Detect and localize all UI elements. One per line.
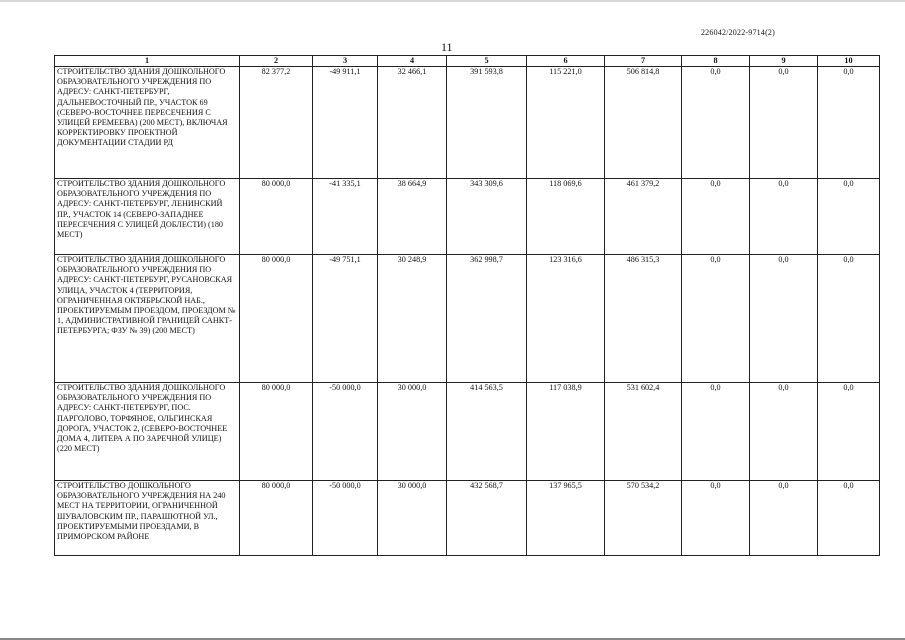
value-cell: -49 751,1 — [313, 255, 378, 383]
value-cell: 80 000,0 — [240, 481, 313, 556]
value-cell: 115 221,0 — [527, 67, 605, 179]
value-cell: 137 965,5 — [527, 481, 605, 556]
value-cell: 343 309,6 — [447, 179, 527, 255]
value-cell: 0,0 — [750, 255, 818, 383]
value-cell: 30 000,0 — [378, 383, 447, 481]
value-cell: 432 568,7 — [447, 481, 527, 556]
column-header: 10 — [818, 56, 880, 67]
value-cell: -50 000,0 — [313, 383, 378, 481]
column-header: 4 — [378, 56, 447, 67]
column-header: 8 — [682, 56, 750, 67]
column-header: 7 — [605, 56, 682, 67]
object-name-cell: СТРОИТЕЛЬСТВО ЗДАНИЯ ДОШКОЛЬНОГО ОБРАЗОВАТЕЛЬНОГО УЧРЕЖДЕНИЯ ПО АДРЕСУ: САНКТ-ПЕТЕРБУРГ, РУСАНОВСКАЯ УЛИЦА, УЧАСТОК 4 (ТЕРРИТОРИЯ, ОГРАНИЧЕННАЯ ОКТЯБРЬСКОЙ НАБ., ПРОЕКТИРУЕМЫМ ПРОЕЗДОМ, ПРОЕЗДОМ № 1, АДМИНИСТРАТИВНОЙ ГРАНИЦЕЙ САНКТ-ПЕТЕРБУРГА; ФЗУ № 39) (200 МЕСТ) — [55, 255, 240, 383]
value-cell: 0,0 — [750, 481, 818, 556]
value-cell: 0,0 — [818, 179, 880, 255]
table-row — [55, 179, 880, 255]
value-cell: 80 000,0 — [240, 179, 313, 255]
header-row — [55, 56, 880, 67]
table-row — [55, 481, 880, 556]
document-id: 226042/2022-9714(2) — [700, 28, 775, 37]
object-name-cell: СТРОИТЕЛЬСТВО ДОШКОЛЬНОГО ОБРАЗОВАТЕЛЬНОГО УЧРЕЖДЕНИЯ НА 240 МЕСТ НА ТЕРРИТОРИИ, ОГРАНИЧЕННОЙ ШУВАЛОВСКИМ ПР., ПАРАШЮТНОЙ УЛ., ПРОЕКТИРУЕМЫМИ ПРОЕЗДАМИ, В ПРИМОРСКОМ РАЙОНЕ — [55, 481, 240, 556]
column-header: 2 — [240, 56, 313, 67]
value-cell: 80 000,0 — [240, 383, 313, 481]
value-cell: 118 069,6 — [527, 179, 605, 255]
column-header: 9 — [750, 56, 818, 67]
value-cell: 0,0 — [682, 481, 750, 556]
value-cell: 82 377,2 — [240, 67, 313, 179]
value-cell: -41 335,1 — [313, 179, 378, 255]
value-cell: 30 000,0 — [378, 481, 447, 556]
column-header: 5 — [447, 56, 527, 67]
value-cell: 414 563,5 — [447, 383, 527, 481]
value-cell: -49 911,1 — [313, 67, 378, 179]
value-cell: 461 379,2 — [605, 179, 682, 255]
page-number: 11 — [441, 40, 453, 54]
value-cell: 531 602,4 — [605, 383, 682, 481]
value-cell: 570 534,2 — [605, 481, 682, 556]
value-cell: 0,0 — [750, 179, 818, 255]
value-cell: 0,0 — [750, 67, 818, 179]
value-cell: 0,0 — [818, 383, 880, 481]
scan-edge-bottom — [0, 635, 905, 640]
value-cell: 0,0 — [682, 67, 750, 179]
value-cell: 117 038,9 — [527, 383, 605, 481]
value-cell: 0,0 — [682, 179, 750, 255]
value-cell: 30 248,9 — [378, 255, 447, 383]
column-header: 6 — [527, 56, 605, 67]
value-cell: 123 316,6 — [527, 255, 605, 383]
object-name-cell: СТРОИТЕЛЬСТВО ЗДАНИЯ ДОШКОЛЬНОГО ОБРАЗОВАТЕЛЬНОГО УЧРЕЖДЕНИЯ ПО АДРЕСУ: САНКТ-ПЕТЕРБУРГ, ЛЕНИНСКИЙ ПР., УЧАСТОК 14 (СЕВЕРО-ЗАПАДНЕЕ ПЕРЕСЕЧЕНИЯ С УЛИЦЕЙ ДОБЛЕСТИ) (180 МЕСТ) — [55, 179, 240, 255]
table-row — [55, 67, 880, 179]
value-cell: 0,0 — [818, 67, 880, 179]
value-cell: 0,0 — [682, 383, 750, 481]
value-cell: 362 998,7 — [447, 255, 527, 383]
column-header: 1 — [55, 56, 240, 67]
scan-edge-top — [0, 0, 905, 8]
value-cell: 391 593,8 — [447, 67, 527, 179]
budget-table — [54, 55, 880, 556]
value-cell: 0,0 — [750, 383, 818, 481]
value-cell: 32 466,1 — [378, 67, 447, 179]
value-cell: 0,0 — [818, 481, 880, 556]
object-name-cell: СТРОИТЕЛЬСТВО ЗДАНИЯ ДОШКОЛЬНОГО ОБРАЗОВАТЕЛЬНОГО УЧРЕЖДЕНИЯ ПО АДРЕСУ: САНКТ-ПЕТЕРБУРГ, ДАЛЬНЕВОСТОЧНЫЙ ПР., УЧАСТОК 69 (СЕВЕРО-ВОСТОЧНЕЕ ПЕРЕСЕЧЕНИЯ С УЛИЦЕЙ ЕРЕМЕЕВА) (200 МЕСТ), ВКЛЮЧАЯ КОРРЕКТИРОВКУ ПРОЕКТНОЙ ДОКУМЕНТАЦИИ СТАДИИ РД — [55, 67, 240, 179]
table-row — [55, 383, 880, 481]
value-cell: 80 000,0 — [240, 255, 313, 383]
value-cell: -50 000,0 — [313, 481, 378, 556]
object-name-cell: СТРОИТЕЛЬСТВО ЗДАНИЯ ДОШКОЛЬНОГО ОБРАЗОВАТЕЛЬНОГО УЧРЕЖДЕНИЯ ПО АДРЕСУ: САНКТ-ПЕТЕРБУРГ, ПОС. ПАРГОЛОВО, ТОРФЯНОЕ, ОЛЬГИНСКАЯ ДОРОГА, УЧАСТОК 2, (СЕВЕРО-ВОСТОЧНЕЕ ДОМА 4, ЛИТЕРА А ПО ЗАРЕЧНОЙ УЛИЦЕ) (220 МЕСТ) — [55, 383, 240, 481]
value-cell: 0,0 — [818, 255, 880, 383]
column-header: 3 — [313, 56, 378, 67]
value-cell: 486 315,3 — [605, 255, 682, 383]
table-row — [55, 255, 880, 383]
value-cell: 0,0 — [682, 255, 750, 383]
value-cell: 506 814,8 — [605, 67, 682, 179]
value-cell: 38 664,9 — [378, 179, 447, 255]
